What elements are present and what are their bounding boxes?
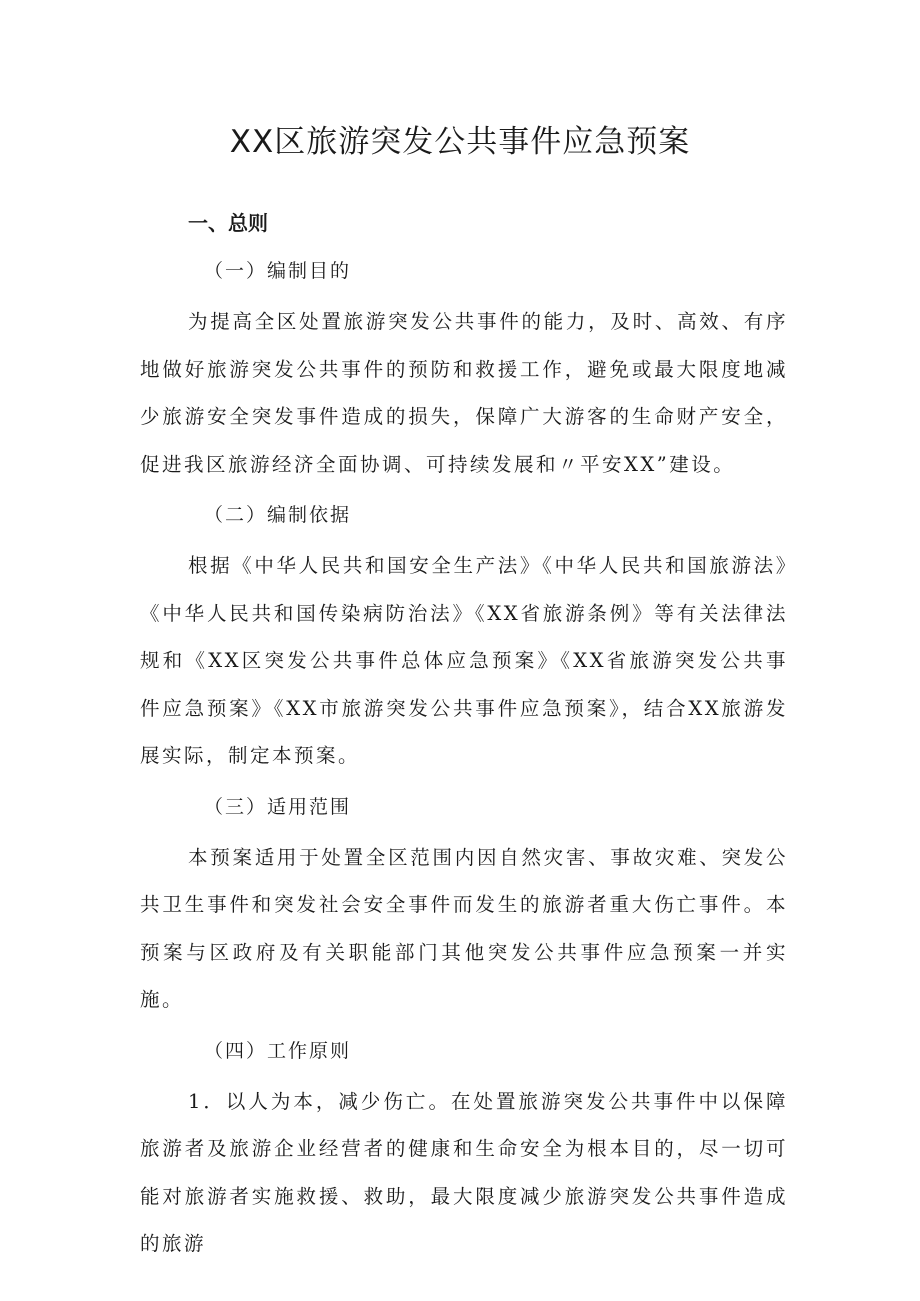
section-heading-general: 一、总则 bbox=[188, 211, 268, 235]
paragraph-purpose: 为提高全区处置旅游突发公共事件的能力，及时、高效、有序地做好旅游突发公共事件的预防和救援工作，避免或最大限度地减少旅游安全突发事件造成的损失，保障广大游客的生命财产安全，促进我区旅游经济全面协调、可持续发展和〃平安XX”建设。 bbox=[140, 310, 788, 476]
subsection-heading-scope: （三）适用范围 bbox=[204, 795, 352, 818]
paragraph-scope: 本预案适用于处置全区范围内因自然灾害、事故灾难、突发公共卫生事件和突发社会安全事件而发生的旅游者重大伤亡事件。本预案与区政府及有关职能部门其他突发公共事件应急预案一并实施。 bbox=[140, 845, 788, 1011]
document-body bbox=[140, 210, 788, 1282]
subsection-heading-basis: （二）编制依据 bbox=[204, 504, 352, 526]
subsection-heading-principles: （四）工作原则 bbox=[204, 1039, 352, 1062]
subsection-heading-purpose: （一）编制目的 bbox=[204, 260, 352, 282]
paragraph-basis: 根据《中华人民共和国安全生产法》《中华人民共和国旅游法》《中华人民共和国传染病防治法》《XX省旅游条例》等有关法律法规和《XX区突发公共事件总体应急预案》《XX省旅游突发公共事件应急预案》《XX市旅游突发公共事件应急预案》，结合XX旅游发展实际，制定本预案。 bbox=[140, 554, 788, 767]
document-title: XX区旅游突发公共事件应急预案 bbox=[229, 124, 691, 160]
paragraph-principles: 1．以人为本，减少伤亡。在处置旅游突发公共事件中以保障旅游者及旅游企业经营者的健康和生命安全为根本目的，尽一切可能对旅游者实施救援、救助，最大限度减少旅游突发公共事件造成的旅游 bbox=[140, 1089, 788, 1255]
